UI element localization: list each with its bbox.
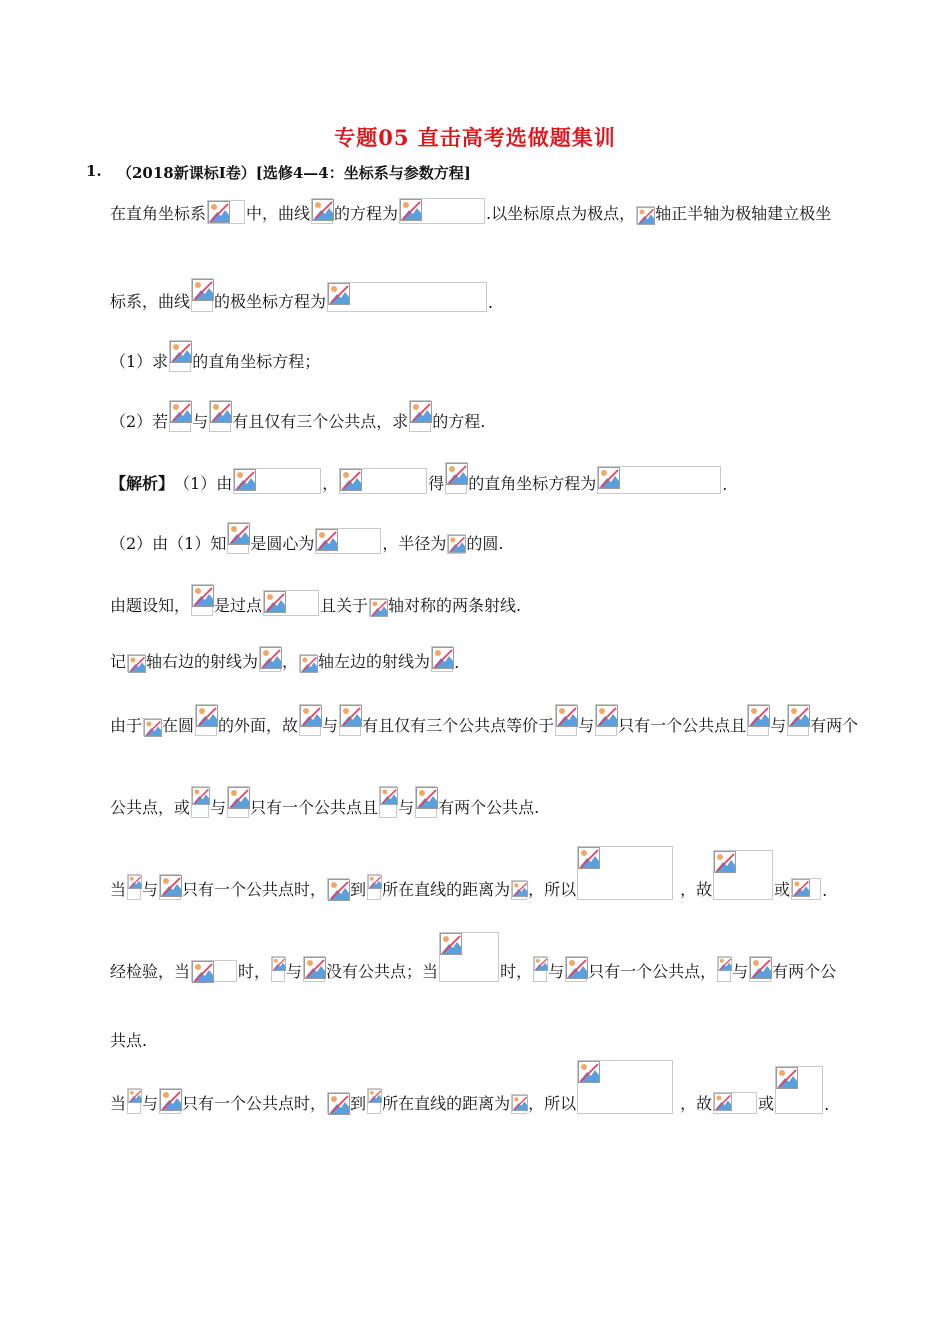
formula-image — [327, 282, 487, 312]
solution-line-9 — [110, 1028, 147, 1051]
text: 的极坐标方程为 — [214, 292, 327, 311]
formula-image — [207, 200, 245, 224]
solution-line-2 — [110, 522, 504, 554]
solution-line-8 — [110, 932, 836, 982]
formula-image — [431, 646, 453, 672]
text: 由于 — [110, 716, 143, 735]
text: . — [454, 653, 460, 672]
formula-image — [439, 932, 499, 982]
text: 是过点 — [214, 596, 263, 615]
formula-image — [713, 850, 773, 900]
text: 中，曲线 — [246, 204, 311, 223]
formula-image — [399, 198, 485, 224]
text: 只有一个公共点时， — [182, 880, 327, 899]
formula-image — [447, 534, 465, 554]
text: 轴右边的射线为 — [146, 652, 259, 671]
formula-image — [367, 1088, 381, 1114]
solution-line-1 — [110, 462, 727, 494]
statement-line-1 — [110, 198, 831, 224]
text: 共点. — [110, 1031, 148, 1050]
formula-image — [227, 522, 249, 554]
text: 只有一个公共点且 — [618, 716, 747, 735]
text: 标系，曲线 — [110, 292, 191, 311]
text: 公共点，或 — [110, 798, 191, 817]
text: 时， — [238, 962, 271, 981]
formula-image — [195, 704, 217, 736]
formula-image — [169, 340, 191, 372]
text: ， — [282, 652, 299, 671]
text: （1）求 — [110, 352, 169, 371]
solution-line-10 — [110, 1060, 829, 1114]
text: 的外面，故 — [218, 716, 299, 735]
text: 所在直线的距离为 — [382, 880, 511, 899]
formula-image — [311, 198, 333, 224]
text: 与 — [210, 798, 227, 817]
formula-image — [209, 400, 231, 432]
formula-image — [227, 786, 249, 818]
text: ， — [322, 474, 339, 493]
formula-image — [339, 704, 361, 736]
formula-image — [263, 590, 319, 616]
formula-image — [555, 704, 577, 736]
text: 轴左边的射线为 — [318, 652, 431, 671]
text: 是圆心为 — [250, 534, 315, 553]
text: 与 — [142, 880, 159, 899]
formula-image — [597, 466, 721, 494]
analysis-label: 【解析】 — [110, 474, 175, 493]
text: . — [822, 881, 828, 900]
text: 与 — [732, 962, 749, 981]
text: 当 — [110, 880, 127, 899]
text: ，故 — [680, 880, 713, 899]
formula-image — [379, 786, 397, 818]
text: 与 — [322, 716, 339, 735]
text: ，半径为 — [382, 534, 447, 553]
text: . — [722, 475, 728, 494]
solution-line-3 — [110, 584, 521, 616]
text: 在直角坐标系 — [110, 204, 207, 223]
text: . — [488, 293, 494, 312]
solution-line-4 — [110, 646, 459, 672]
formula-image — [749, 956, 771, 982]
formula-image — [315, 528, 381, 554]
formula-image — [775, 1066, 823, 1114]
text: 与 — [192, 412, 209, 431]
text: 有且仅有三个公共点，求 — [232, 412, 409, 431]
text: 只有一个公共点， — [588, 962, 717, 981]
formula-image — [127, 874, 141, 900]
text: 经检验，当 — [110, 962, 191, 981]
text: 时， — [500, 962, 533, 981]
text: 的方程. — [432, 412, 486, 431]
text: 轴对称的两条射线. — [388, 596, 522, 615]
text: 没有公共点；当 — [326, 962, 439, 981]
text: 所在直线的距离为 — [382, 1094, 511, 1113]
text: 与 — [398, 798, 415, 817]
formula-image — [191, 786, 209, 818]
formula-image — [717, 956, 731, 982]
text: 当 — [110, 1094, 127, 1113]
formula-image — [271, 956, 285, 982]
text: 有两个 — [810, 716, 859, 735]
text: ，所以 — [528, 880, 577, 899]
formula-image — [299, 654, 317, 672]
formula-image — [169, 400, 191, 432]
text: 轴正半轴为极轴建立极坐 — [655, 204, 832, 223]
formula-image — [511, 880, 527, 900]
text: 或 — [758, 1094, 775, 1113]
formula-image — [303, 956, 325, 982]
text: 的方程为 — [334, 204, 399, 223]
formula-image — [127, 1088, 141, 1114]
text: （2）若 — [110, 412, 169, 431]
formula-image — [595, 704, 617, 736]
formula-image — [233, 468, 321, 494]
formula-image — [409, 400, 431, 432]
formula-image — [445, 462, 467, 494]
text: 有两个公 — [772, 962, 837, 981]
statement-line-2 — [110, 278, 493, 312]
formula-image — [327, 1092, 349, 1114]
formula-image — [713, 1092, 757, 1114]
text: .以坐标原点为极点， — [486, 204, 636, 223]
formula-image — [339, 468, 427, 494]
text: 的圆. — [466, 534, 504, 553]
formula-image — [565, 956, 587, 982]
formula-image — [747, 704, 769, 736]
formula-image — [636, 206, 654, 224]
text: 记 — [110, 652, 127, 671]
formula-image — [259, 646, 281, 672]
text: 与 — [770, 716, 787, 735]
solution-line-6 — [110, 786, 539, 818]
document-title: 专题05 直击高考选做题集训 — [334, 125, 616, 150]
formula-image — [191, 960, 237, 982]
text: 有且仅有三个公共点等价于 — [362, 716, 555, 735]
solution-line-7 — [110, 846, 827, 900]
text: （1）由 — [174, 474, 233, 493]
formula-image — [191, 278, 213, 312]
formula-image — [533, 956, 547, 982]
text: 到 — [350, 880, 367, 899]
formula-image — [415, 786, 437, 818]
problem-number: 1. — [86, 162, 102, 180]
formula-image — [159, 874, 181, 900]
formula-image — [577, 1060, 673, 1114]
formula-image — [159, 1088, 181, 1114]
text: 只有一个公共点且 — [250, 798, 379, 817]
text: 的直角坐标方程为 — [468, 474, 597, 493]
problem-header: （2018新课标Ⅰ卷）[选修4—4：坐标系与参数方程] — [117, 164, 471, 182]
question-1 — [110, 340, 320, 372]
text: 且关于 — [320, 596, 369, 615]
text: ，所以 — [528, 1094, 577, 1113]
question-2 — [110, 400, 485, 432]
text: 在圆 — [162, 716, 195, 735]
text: 由题设知， — [110, 596, 191, 615]
formula-image — [369, 598, 387, 616]
text: 有两个公共点. — [438, 798, 540, 817]
formula-image — [577, 846, 673, 900]
text: 只有一个公共点时， — [182, 1094, 327, 1113]
formula-image — [143, 718, 161, 736]
text: （2）由（1）知 — [110, 534, 227, 553]
text: 得 — [428, 474, 445, 493]
formula-image — [191, 584, 213, 616]
text: . — [824, 1095, 830, 1114]
text: 与 — [286, 962, 303, 981]
text: 或 — [774, 880, 791, 899]
formula-image — [791, 878, 821, 900]
text: 与 — [142, 1094, 159, 1113]
formula-image — [367, 874, 381, 900]
formula-image — [327, 878, 349, 900]
text: 与 — [578, 716, 595, 735]
formula-image — [787, 704, 809, 736]
formula-image — [511, 1094, 527, 1114]
solution-line-5 — [110, 704, 858, 736]
text: 的直角坐标方程； — [192, 352, 321, 371]
formula-image — [299, 704, 321, 736]
formula-image — [127, 654, 145, 672]
text: ，故 — [680, 1094, 713, 1113]
text: 到 — [350, 1094, 367, 1113]
text: 与 — [548, 962, 565, 981]
